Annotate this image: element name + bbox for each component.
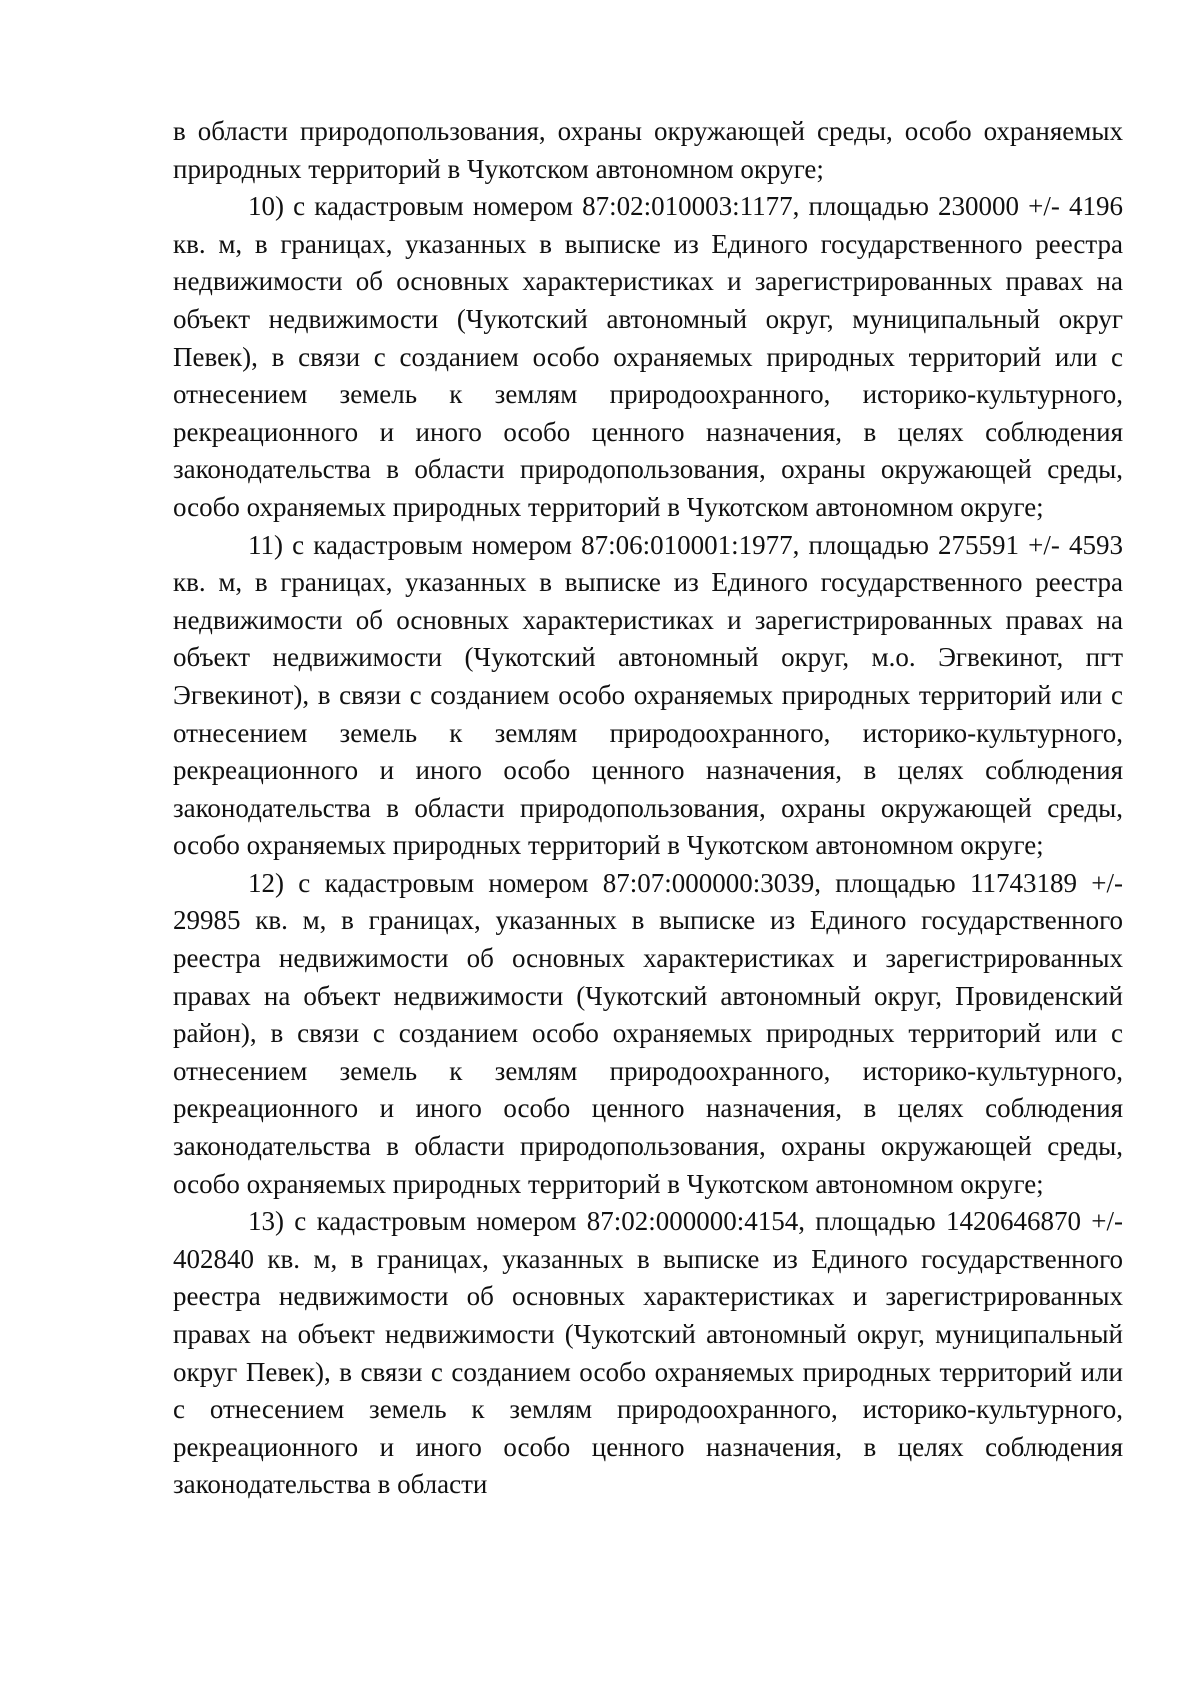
list-item-13 [173,1203,1123,1504]
list-item-number: 11) [248,529,283,560]
list-item-11 [173,527,1123,865]
list-item-10 [173,188,1123,526]
list-item-12 [173,865,1123,1203]
list-item-number: 12) [248,867,284,898]
paragraph-text: в области природопользования, охраны окружающей среды, особо охраняемых природных территорий в Чукотском автономном округе; [173,116,1123,184]
document-body [173,113,1123,1504]
paragraph-continuation [173,113,1123,188]
list-item-text: с кадастровым номером 87:07:000000:3039, площадью 11743189 +/- 29985 кв. м, в границах, указанных в выписке из Единого государственного реестра недвижимости об основных характеристиках и зарегистрированных правах на объект недвижимости (Чукотский автономный округ, Провиденский район), в связи с созданием особо охраняемых природных территорий или с отнесением земель к землям природоохранного, историко-культурного, рекреационного и иного особо ценного назначения, в целях соблюдения законодательства в области природопользования, охраны окружающей среды, особо охраняемых природных территорий в Чукотском автономном округе; [173,867,1123,1199]
list-item-text: с кадастровым номером 87:02:000000:4154, площадью 1420646870 +/- 402840 кв. м, в границах, указанных в выписке из Единого государственного реестра недвижимости об основных характеристиках и зарегистрированных правах на объект недвижимости (Чукотский автономный округ, муниципальный округ Певек), в связи с созданием особо охраняемых природных территорий или с отнесением земель к землям природоохранного, историко-культурного, рекреационного и иного особо ценного назначения, в целях соблюдения законодательства в области [173,1206,1123,1500]
list-item-text: с кадастровым номером 87:06:010001:1977, площадью 275591 +/- 4593 кв. м, в границах, указанных в выписке из Единого государственного реестра недвижимости об основных характеристиках и зарегистрированных правах на объект недвижимости (Чукотский автономный округ, м.о. Эгвекинот, пгт Эгвекинот), в связи с созданием особо охраняемых природных территорий или с отнесением земель к землям природоохранного, историко-культурного, рекреационного и иного особо ценного назначения, в целях соблюдения законодательства в области природопользования, охраны окружающей среды, особо охраняемых природных территорий в Чукотском автономном округе; [173,529,1123,861]
list-item-number: 13) [248,1206,284,1237]
list-item-text: с кадастровым номером 87:02:010003:1177, площадью 230000 +/- 4196 кв. м, в границах, указанных в выписке из Единого государственного реестра недвижимости об основных характеристиках и зарегистрированных правах на объект недвижимости (Чукотский автономный округ, муниципальный округ Певек), в связи с созданием особо охраняемых природных территорий или с отнесением земель к землям природоохранного, историко-культурного, рекреационного и иного особо ценного назначения, в целях соблюдения законодательства в области природопользования, охраны окружающей среды, особо охраняемых природных территорий в Чукотском автономном округе; [173,191,1123,522]
list-item-number: 10) [248,191,284,222]
